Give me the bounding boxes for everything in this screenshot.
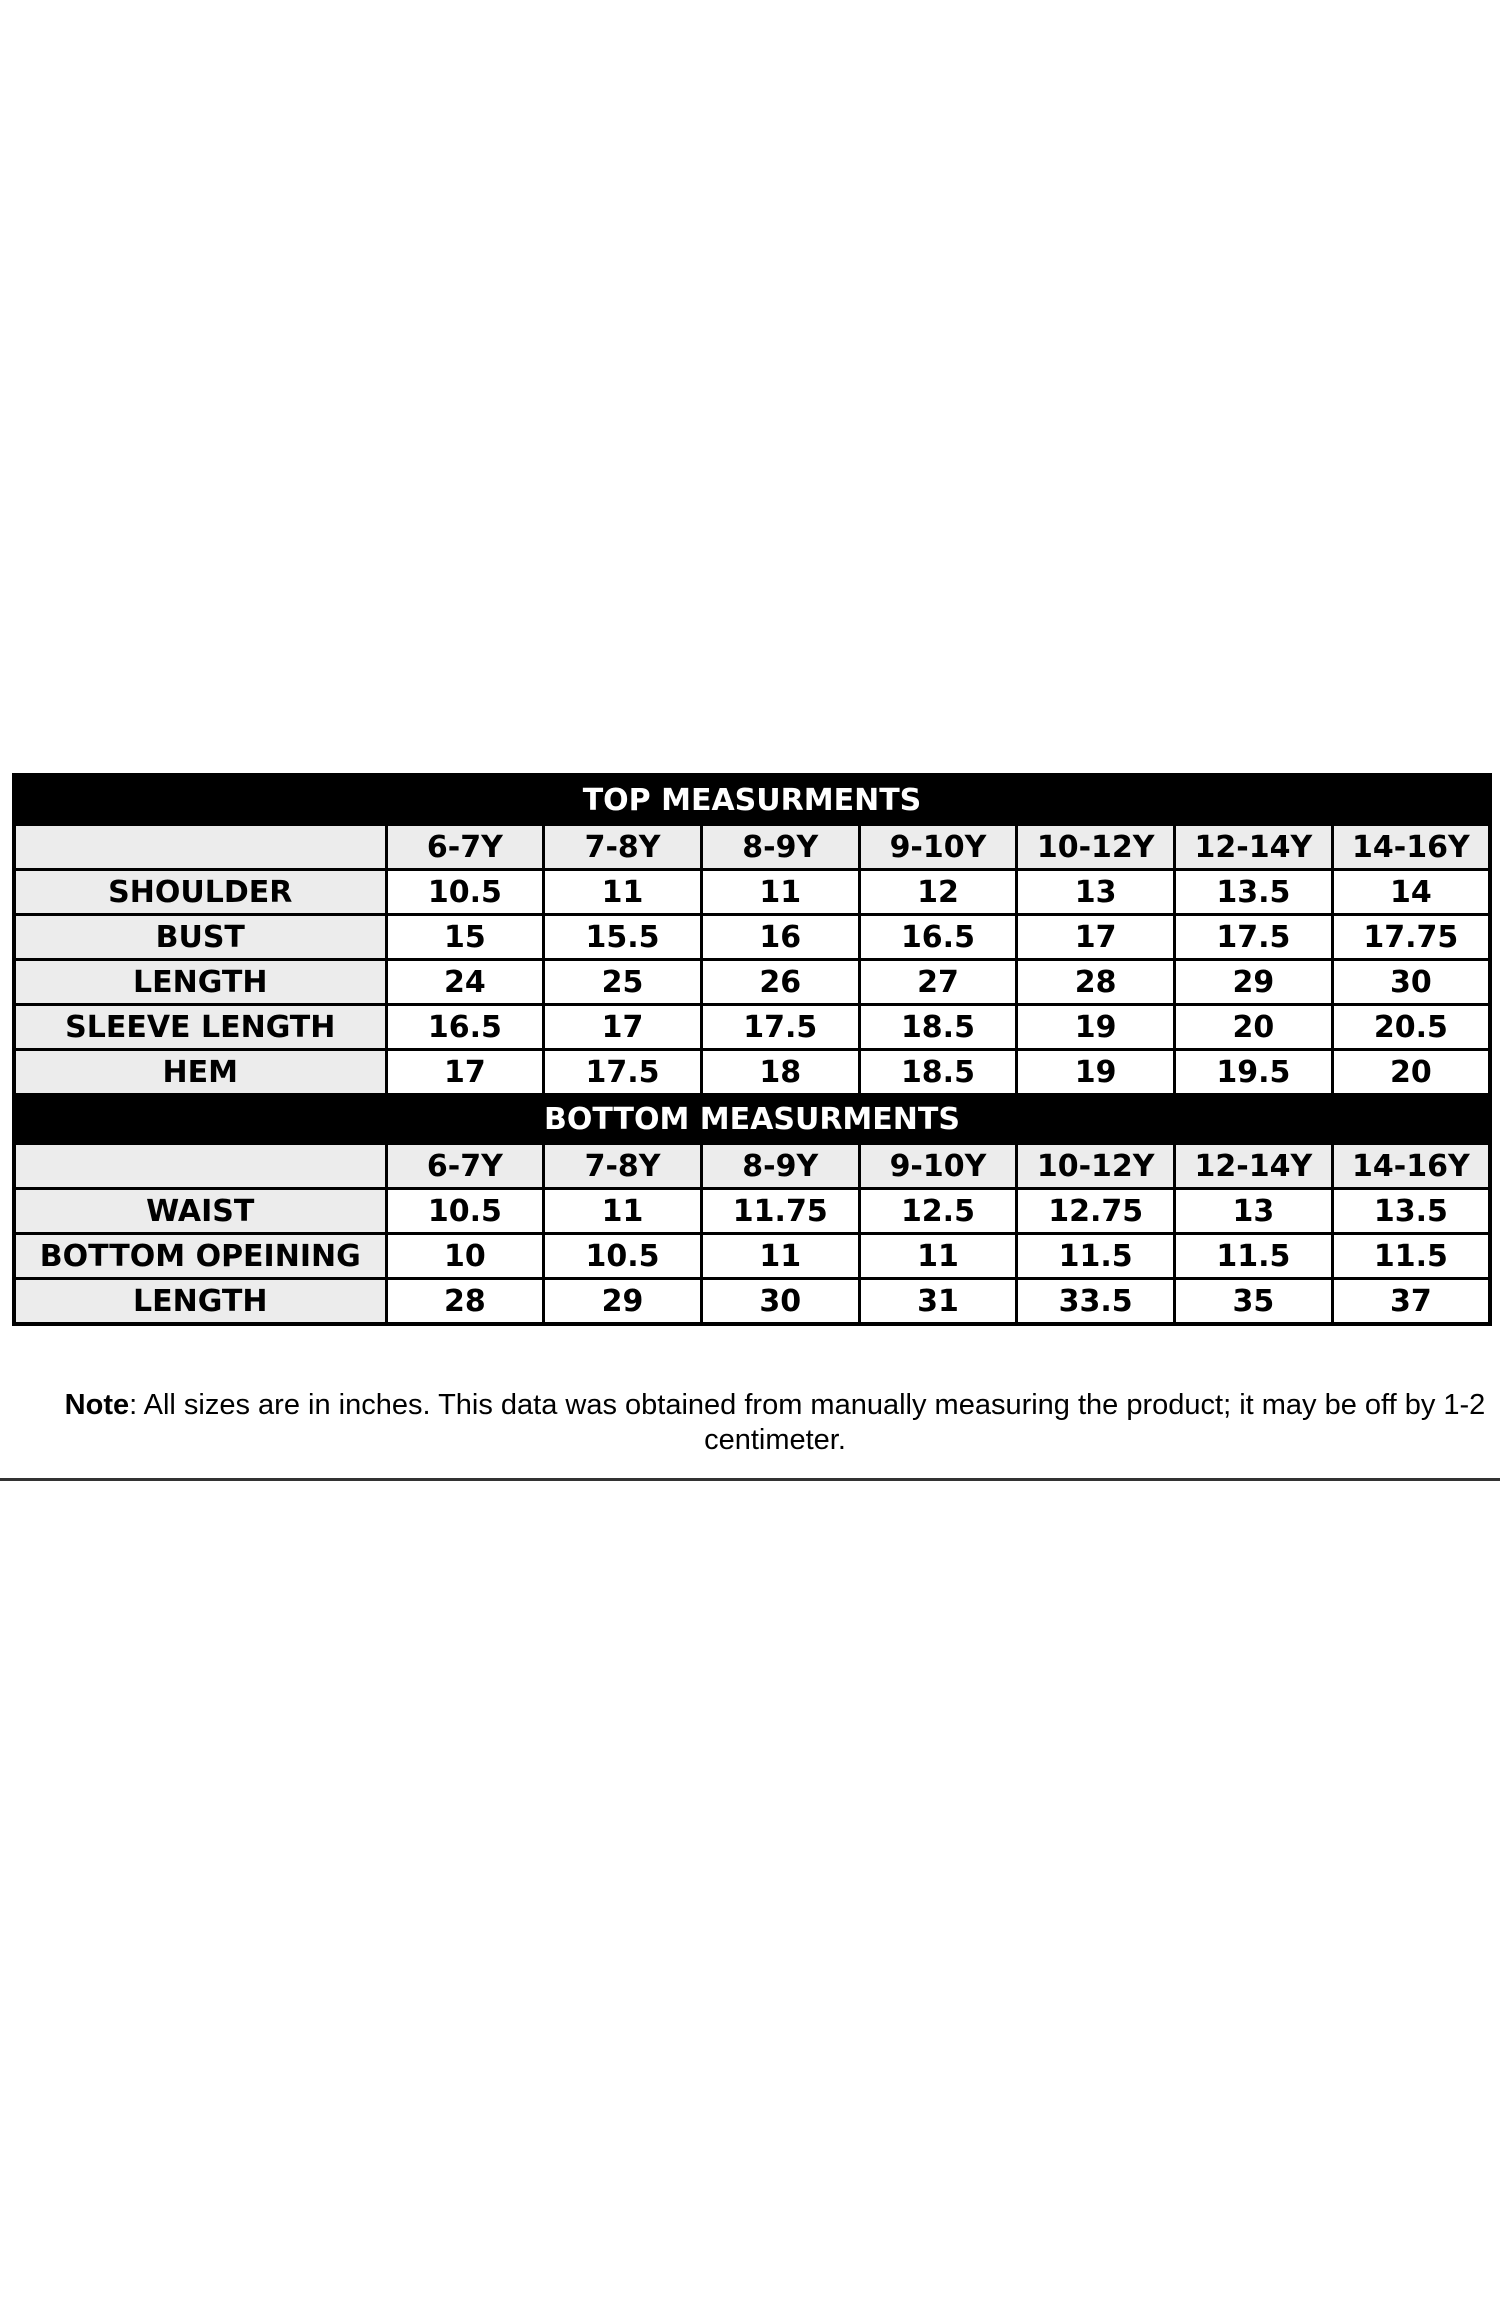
bottom-section-title-row (14, 1095, 1490, 1144)
measurement-cell: 11 (859, 1234, 1017, 1279)
measurement-cell: 12.75 (1017, 1189, 1175, 1234)
measurement-cell: 33.5 (1017, 1279, 1175, 1325)
bottom-section-title: BOTTOM MEASURMENTS (14, 1095, 1490, 1144)
measurement-cell: 16.5 (859, 915, 1017, 960)
row-label: BUST (14, 915, 386, 960)
table-row (14, 960, 1490, 1005)
measurement-cell: 19.5 (1175, 1050, 1333, 1095)
top-section-title-row (14, 775, 1490, 825)
bottom-size-header: 12-14Y (1175, 1144, 1333, 1189)
measurement-cell: 16.5 (386, 1005, 544, 1050)
top-size-header-row (14, 825, 1490, 870)
measurement-cell: 10 (386, 1234, 544, 1279)
top-size-header: 6-7Y (386, 825, 544, 870)
measurement-cell: 13.5 (1332, 1189, 1490, 1234)
row-label: BOTTOM OPEINING (14, 1234, 386, 1279)
measurement-cell: 11.5 (1175, 1234, 1333, 1279)
measurement-cell: 18 (701, 1050, 859, 1095)
bottom-size-header: 9-10Y (859, 1144, 1017, 1189)
row-label: LENGTH (14, 1279, 386, 1325)
measurement-cell: 16 (701, 915, 859, 960)
top-size-header: 10-12Y (1017, 825, 1175, 870)
measurement-cell: 20.5 (1332, 1005, 1490, 1050)
table-row (14, 1005, 1490, 1050)
measurement-cell: 28 (1017, 960, 1175, 1005)
measurement-cell: 11.5 (1017, 1234, 1175, 1279)
table-row (14, 870, 1490, 915)
measurement-cell: 18.5 (859, 1005, 1017, 1050)
measurement-cell: 20 (1332, 1050, 1490, 1095)
measurement-cell: 37 (1332, 1279, 1490, 1325)
measurement-cell: 19 (1017, 1005, 1175, 1050)
top-size-header: 8-9Y (701, 825, 859, 870)
row-label: SLEEVE LENGTH (14, 1005, 386, 1050)
measurement-cell: 17.5 (1175, 915, 1333, 960)
top-size-header: 7-8Y (544, 825, 702, 870)
measurement-cell: 30 (701, 1279, 859, 1325)
measurement-cell: 11 (544, 1189, 702, 1234)
row-label: WAIST (14, 1189, 386, 1234)
measurement-cell: 13.5 (1175, 870, 1333, 915)
measurement-cell: 17 (1017, 915, 1175, 960)
measurement-cell: 35 (1175, 1279, 1333, 1325)
bottom-size-header-row (14, 1144, 1490, 1189)
measurement-cell: 31 (859, 1279, 1017, 1325)
measurement-cell: 17 (544, 1005, 702, 1050)
measurement-cell: 17.5 (544, 1050, 702, 1095)
top-size-header: 9-10Y (859, 825, 1017, 870)
top-section-title: TOP MEASURMENTS (14, 775, 1490, 825)
bottom-size-header: 14-16Y (1332, 1144, 1490, 1189)
measurement-cell: 15.5 (544, 915, 702, 960)
bottom-size-header: 6-7Y (386, 1144, 544, 1189)
measurement-cell: 10.5 (386, 870, 544, 915)
measurement-cell: 18.5 (859, 1050, 1017, 1095)
bottom-size-header: 7-8Y (544, 1144, 702, 1189)
measurement-cell: 14 (1332, 870, 1490, 915)
note (60, 1388, 1490, 1458)
note-label: Note (64, 1389, 130, 1421)
table-row (14, 915, 1490, 960)
measurement-cell: 12 (859, 870, 1017, 915)
measurement-cell: 11 (701, 1234, 859, 1279)
measurement-cell: 15 (386, 915, 544, 960)
measurement-cell: 24 (386, 960, 544, 1005)
table-row (14, 1050, 1490, 1095)
measurement-cell: 10.5 (544, 1234, 702, 1279)
measurement-cell: 17.5 (701, 1005, 859, 1050)
measurement-cell: 28 (386, 1279, 544, 1325)
measurement-cell: 19 (1017, 1050, 1175, 1095)
measurement-cell: 29 (1175, 960, 1333, 1005)
measurement-cell: 11 (701, 870, 859, 915)
measurement-cell: 11.5 (1332, 1234, 1490, 1279)
top-size-header: 12-14Y (1175, 825, 1333, 870)
measurement-cell: 11 (544, 870, 702, 915)
measurement-cell: 17 (386, 1050, 544, 1095)
row-label: LENGTH (14, 960, 386, 1005)
table-row (14, 1234, 1490, 1279)
row-label: HEM (14, 1050, 386, 1095)
measurement-cell: 17.75 (1332, 915, 1490, 960)
size-chart-table (12, 773, 1492, 1326)
row-label: SHOULDER (14, 870, 386, 915)
top-size-header: 14-16Y (1332, 825, 1490, 870)
divider-line (0, 1478, 1500, 1481)
measurement-cell: 27 (859, 960, 1017, 1005)
measurement-cell: 26 (701, 960, 859, 1005)
top-header-blank-cell (14, 825, 386, 870)
measurement-cell: 13 (1175, 1189, 1333, 1234)
measurement-cell: 30 (1332, 960, 1490, 1005)
measurement-cell: 20 (1175, 1005, 1333, 1050)
bottom-header-blank-cell (14, 1144, 386, 1189)
bottom-size-header: 10-12Y (1017, 1144, 1175, 1189)
measurement-cell: 29 (544, 1279, 702, 1325)
measurement-cell: 11.75 (701, 1189, 859, 1234)
measurement-cell: 10.5 (386, 1189, 544, 1234)
note-text: : All sizes are in inches. This data was obtained from manually measuring the product; it may be off by 1-2 centimeter. (129, 1389, 1486, 1456)
measurement-cell: 12.5 (859, 1189, 1017, 1234)
measurement-cell: 13 (1017, 870, 1175, 915)
bottom-size-header: 8-9Y (701, 1144, 859, 1189)
table-row (14, 1279, 1490, 1325)
measurement-cell: 25 (544, 960, 702, 1005)
table-row (14, 1189, 1490, 1234)
size-chart-body (14, 775, 1490, 1324)
